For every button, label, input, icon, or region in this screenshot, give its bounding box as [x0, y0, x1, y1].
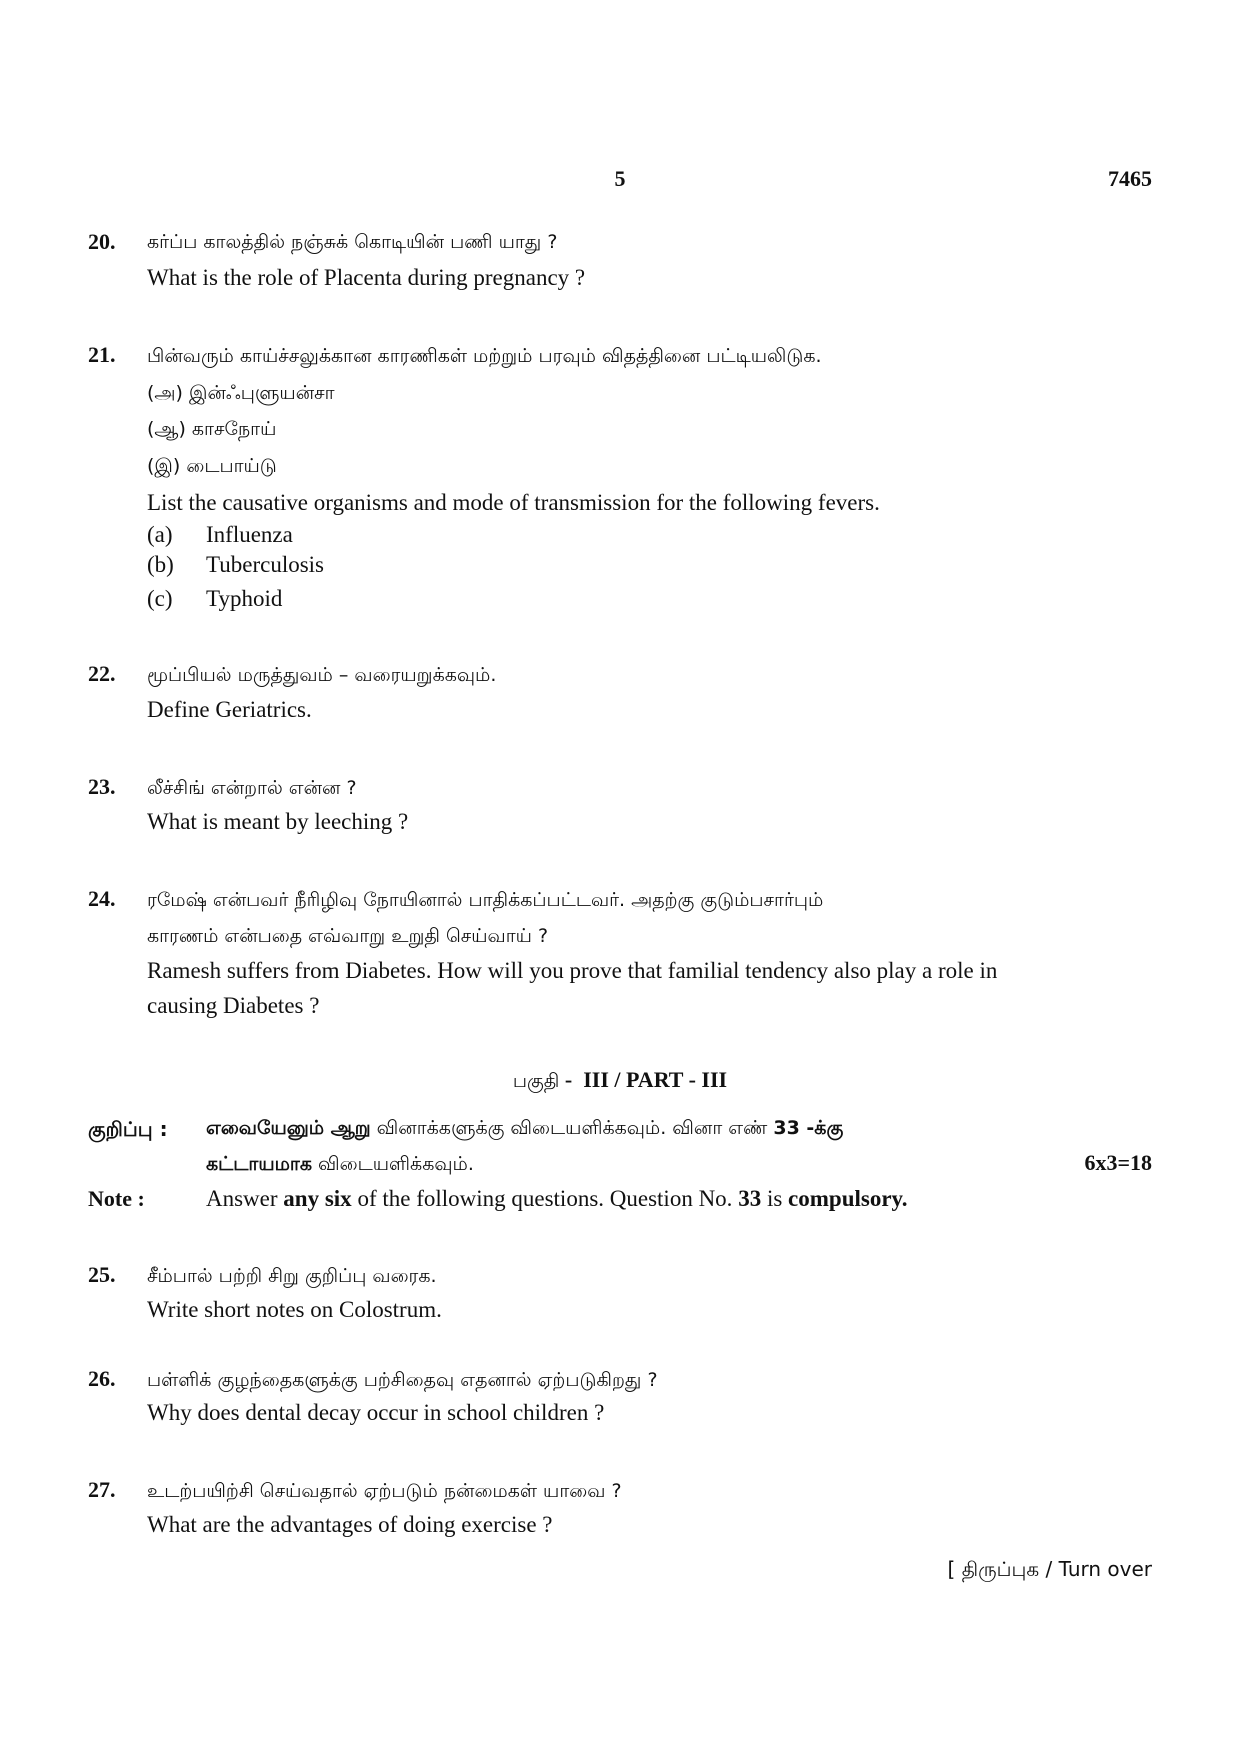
question-text-tamil: கர்ப்ப காலத்தில் நஞ்சுக் கொடியின் பணி யாது ? [147, 231, 558, 253]
question-number: 23. [88, 774, 116, 799]
note-emphasis: any six [283, 1186, 352, 1211]
part-heading [0, 1067, 1240, 1095]
note-text: is [761, 1186, 789, 1211]
part-heading-english: - III / PART - III [559, 1067, 728, 1092]
option-label: (c) [147, 586, 173, 611]
question-text-english: Define Geriatrics. [147, 697, 312, 722]
question-text-english: causing Diabetes ? [147, 993, 320, 1018]
question-text-tamil: மூப்பியல் மருத்துவம் – வரையறுக்கவும். [147, 664, 497, 686]
question-text-tamil: பின்வரும் காய்ச்சலுக்கான காரணிகள் மற்றும் பரவும் விதத்தினை பட்டியலிடுக. [147, 345, 822, 367]
question-text-tamil: ரமேஷ் என்பவர் நீரிழிவு நோயினால் பாதிக்கப்பட்டவர். அதற்கு குடும்பசார்பும் [147, 889, 824, 911]
note-label-tamil: குறிப்பு : [88, 1117, 168, 1141]
question-text-tamil: பள்ளிக் குழந்தைகளுக்கு பற்சிதைவு எதனால் ஏற்படுகிறது ? [147, 1369, 658, 1391]
paper-code: 7465 [1108, 166, 1152, 191]
note-emphasis: 33 -க்கு [773, 1117, 844, 1139]
note-emphasis: கட்டாயமாக [206, 1153, 312, 1175]
option-label: (b) [147, 552, 174, 577]
option-text: Influenza [206, 522, 293, 547]
turn-over-note: [ திருப்புக / Turn over [947, 1557, 1152, 1581]
question-text-tamil: சீம்பால் பற்றி சிறு குறிப்பு வரைக. [147, 1265, 437, 1287]
note-text: Answer [206, 1186, 284, 1211]
note-text-tamil [206, 1153, 474, 1178]
note-text: வினாக்களுக்கு விடையளிக்கவும். வினா எண் [370, 1117, 774, 1139]
note-emphasis: compulsory. [788, 1186, 908, 1211]
question-number: 26. [88, 1366, 116, 1391]
question-text-english: Why does dental decay occur in school children ? [147, 1400, 605, 1425]
question-text-english: Write short notes on Colostrum. [147, 1297, 442, 1322]
note-label-english: Note : [88, 1186, 145, 1211]
question-number: 27. [88, 1477, 116, 1502]
question-text-tamil: காரணம் என்பதை எவ்வாறு உறுதி செய்வாய் ? [147, 925, 549, 947]
question-text-english: List the causative organisms and mode of transmission for the following fevers. [147, 490, 880, 515]
question-text-english: Ramesh suffers from Diabetes. How will you prove that familial tendency also play a role in [147, 958, 998, 983]
question-text-tamil: லீச்சிங் என்றால் என்ன ? [147, 777, 357, 799]
question-number: 25. [88, 1262, 116, 1287]
question-text-tamil: உடற்பயிற்சி செய்வதால் ஏற்படும் நன்மைகள் யாவை ? [147, 1480, 622, 1502]
option-tamil: (இ) டைபாய்டு [147, 455, 277, 477]
note-text: of the following questions. Question No. [351, 1186, 739, 1211]
option-text: Tuberculosis [206, 552, 324, 577]
option-label: (a) [147, 522, 173, 547]
question-number: 20. [88, 229, 116, 254]
question-text-english: What are the advantages of doing exercise ? [147, 1512, 553, 1537]
question-number: 22. [88, 661, 116, 686]
question-text-english: What is the role of Placenta during pregnancy ? [147, 265, 586, 290]
question-number: 24. [88, 886, 116, 911]
note-text: விடையளிக்கவும். [311, 1153, 474, 1175]
part-heading-tamil: பகுதி [512, 1070, 560, 1092]
note-emphasis: எவையேனும் ஆறு [206, 1117, 371, 1139]
question-text-english: What is meant by leeching ? [147, 809, 409, 834]
marks-allocation: 6x3=18 [1084, 1150, 1152, 1175]
note-emphasis: 33 [738, 1186, 762, 1211]
note-text-tamil [206, 1117, 843, 1142]
page-number: 5 [614, 166, 626, 191]
option-text: Typhoid [206, 586, 283, 611]
option-tamil: (அ) இன்ஃபுளுயன்சா [147, 382, 335, 404]
question-number: 21. [88, 342, 116, 367]
option-tamil: (ஆ) காசநோய் [147, 418, 277, 440]
note-text-english [206, 1186, 908, 1212]
